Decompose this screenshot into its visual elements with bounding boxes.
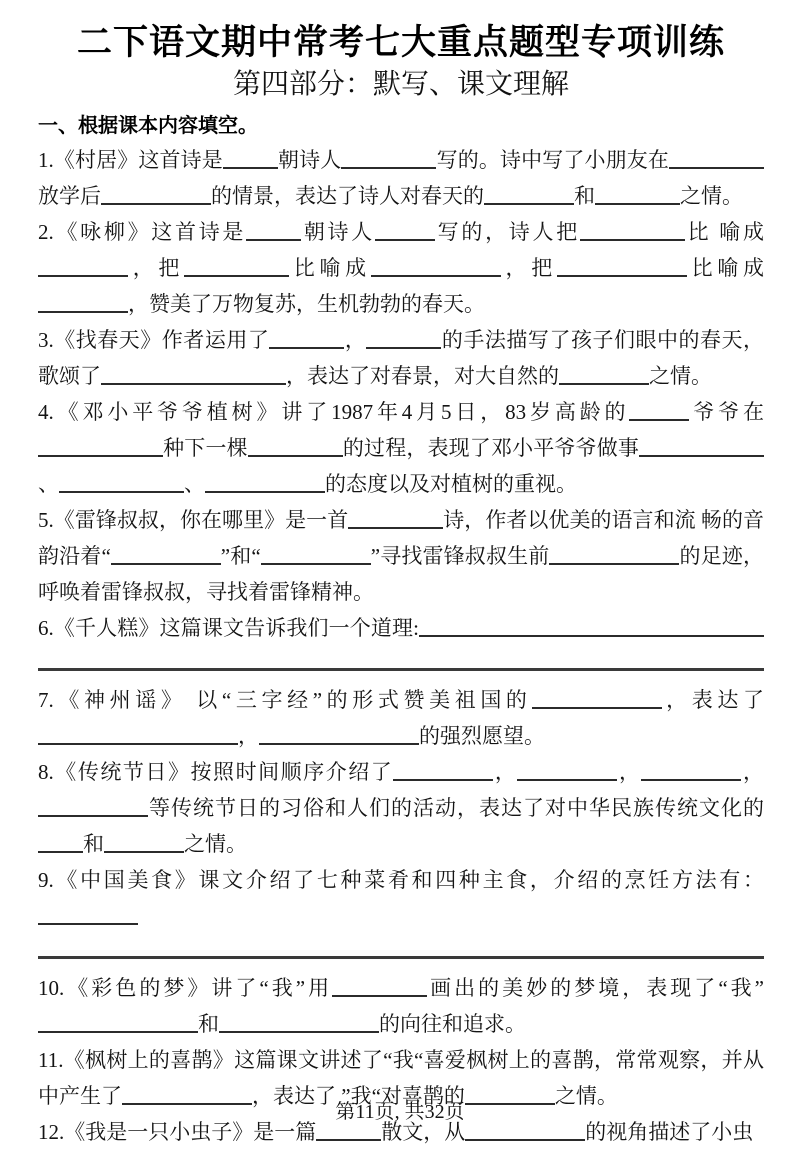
fill-in-blank [205,471,325,493]
question-q1 [38,142,764,214]
fill-in-blank [223,147,278,169]
question-text: 的手法描写了孩子们眼中的春天，歌颂了 [38,327,765,388]
fill-in-blank [484,183,574,205]
question-text: 和 [574,183,595,208]
question-text: 的过程，表现了邓小平爷爷做事 [342,435,639,460]
question-text: 比喻成 [289,255,371,280]
question-text: ”寻找雷锋叔叔生前 [370,543,550,568]
fill-in-blank [111,543,221,565]
fill-in-blank [101,363,286,385]
fill-in-blank [532,687,662,709]
fill-in-blank-line [38,936,764,959]
fill-in-blank [641,759,741,781]
fill-in-blank [393,759,493,781]
fill-in-blank [261,543,371,565]
fill-in-blank [557,255,687,277]
question-q4 [38,394,764,502]
question-text: 诗，作者以优美的语言和流 畅的音韵沿着“ [38,507,764,568]
question-text: 之情。 [649,363,712,388]
question-text: 之情。 [184,831,247,856]
question-text: 、 [38,471,59,496]
question-text: 、 [184,471,205,496]
question-q7 [38,682,764,754]
fill-in-blank [104,831,184,853]
question-q8 [38,754,764,862]
question-text: 种下一棵 [163,435,248,460]
fill-in-blank [246,219,301,241]
fill-in-blank [669,147,764,169]
question-text: 7.《神州谣》 以“三字经”的形式赞美祖国的 [38,687,532,712]
fill-in-blank [559,363,649,385]
page-subtitle: 第四部分：默写、课文理解 [232,69,569,100]
fill-in-blank [371,255,501,277]
fill-in-blank [219,1011,379,1033]
fill-in-blank [38,831,83,853]
question-text: 6.《千人糕》这篇课文告诉我们一个道理: [38,615,419,640]
question-text: 2.《咏柳》这首诗是 [38,219,247,244]
fill-in-blank [375,219,435,241]
fill-in-blank [517,759,617,781]
question-q3 [38,322,764,394]
fill-in-blank [419,615,764,637]
question-text: 的强烈愿望。 [419,723,545,748]
question-text: 12.《我是一只小虫子》是一篇 [38,1119,317,1144]
fill-in-blank [341,147,436,169]
question-q6 [38,610,764,682]
fill-in-blank [366,327,441,349]
question-text: ， [741,759,765,784]
question-q10 [38,970,764,1042]
question-text: ，把 [500,255,557,280]
fill-in-blank [38,255,128,277]
fill-in-blank [248,435,343,457]
question-text: 爷爷在 [689,399,765,424]
question-text: ， [238,723,259,748]
question-text: 5.《雷锋叔叔，你在哪里》是一首 [38,507,349,532]
question-text: 的向往和追求。 [379,1011,526,1036]
question-text: 的足迹，呼唤着雷锋叔叔，寻找着雷锋精神。 [38,543,765,604]
question-text: 8.《传统节日》按照时间顺序介绍了 [38,759,394,784]
question-text: 和 [198,1011,219,1036]
question-text: 的视角描述了小虫 [585,1119,754,1144]
question-text: 放学后 [38,183,101,208]
question-text: ，表达了 [661,687,765,712]
question-text: ”和“ [220,543,261,568]
question-text: 比 喻成 [684,219,765,244]
fill-in-blank [38,291,128,313]
question-text: 9.《中国美食》课文介绍了七种菜肴和四种主食，介绍的烹饪方法有： [38,867,764,892]
question-text: 散文，从 [381,1119,466,1144]
question-text: ，表达了对春景，对大自然的 [286,363,559,388]
fill-in-blank [38,435,163,457]
fill-in-blank [259,723,419,745]
question-text: ， [493,759,518,784]
question-text: 10.《彩色的梦》讲了“我”用 [38,975,333,1000]
page-number: 第11页, 共32页 [335,1101,465,1123]
question-text: 比喻成 [686,255,765,280]
question-text: 朝诗人 [277,147,342,172]
fill-in-blank [38,1011,198,1033]
question-text: 写的。诗中写了小朋友在 [436,147,670,172]
fill-in-blank [38,723,238,745]
question-text: 画出的美妙的梦境，表现了“我” [427,975,764,1000]
question-text: 的情景，表达了诗人对春天的 [211,183,484,208]
question-q9 [38,862,764,970]
question-text: ，把 [128,255,185,280]
question-text: 3.《找春天》作者运用了 [38,327,270,352]
question-text: 写的，诗人把 [434,219,580,244]
fill-in-blank-line [38,648,764,671]
question-text: 和 [83,831,104,856]
fill-in-blank [101,183,211,205]
fill-in-blank [38,795,148,817]
fill-in-blank [38,903,138,925]
question-text: ，表达了 ”我“对喜鹊的 [252,1083,465,1108]
question-q2 [38,214,764,322]
page-title: 二下语文期中常考七大重点题型专项训练 [76,23,725,62]
fill-in-blank [332,975,427,997]
fill-in-blank [629,399,689,421]
fill-in-blank [59,471,184,493]
fill-in-blank [348,507,443,529]
question-text: 的态度以及对植树的重视。 [325,471,577,496]
question-text: 等传统节日的习俗和人们的活动，表达了对中华民族传统文化的 [148,795,764,820]
fill-in-blank [580,219,685,241]
fill-in-blank [184,255,289,277]
question-text: 1.《村居》这首诗是 [38,147,223,172]
question-text: 之情。 [680,183,743,208]
fill-in-blank [549,543,679,565]
question-text: 之情。 [554,1083,618,1108]
question-text: 朝诗人 [301,219,375,244]
question-text: ， [344,327,367,352]
fill-in-blank [639,435,764,457]
fill-in-blank [269,327,344,349]
section-heading: 一、根据课本内容填空。 [38,114,258,137]
questions-list [38,142,764,1150]
question-text: 11.《枫树上的喜鹊》这篇课文讲述了“我“喜爱枫树上的喜鹊，常常观察，并从中产生了 [38,1047,764,1108]
question-q5 [38,502,764,610]
question-text: ， [617,759,642,784]
question-text: ，赞美了万物复苏，生机勃勃的春天。 [128,291,485,316]
question-text: 4.《邓小平爷爷植树》讲了1987年4月5日，83岁高龄的 [38,399,630,424]
fill-in-blank [595,183,680,205]
